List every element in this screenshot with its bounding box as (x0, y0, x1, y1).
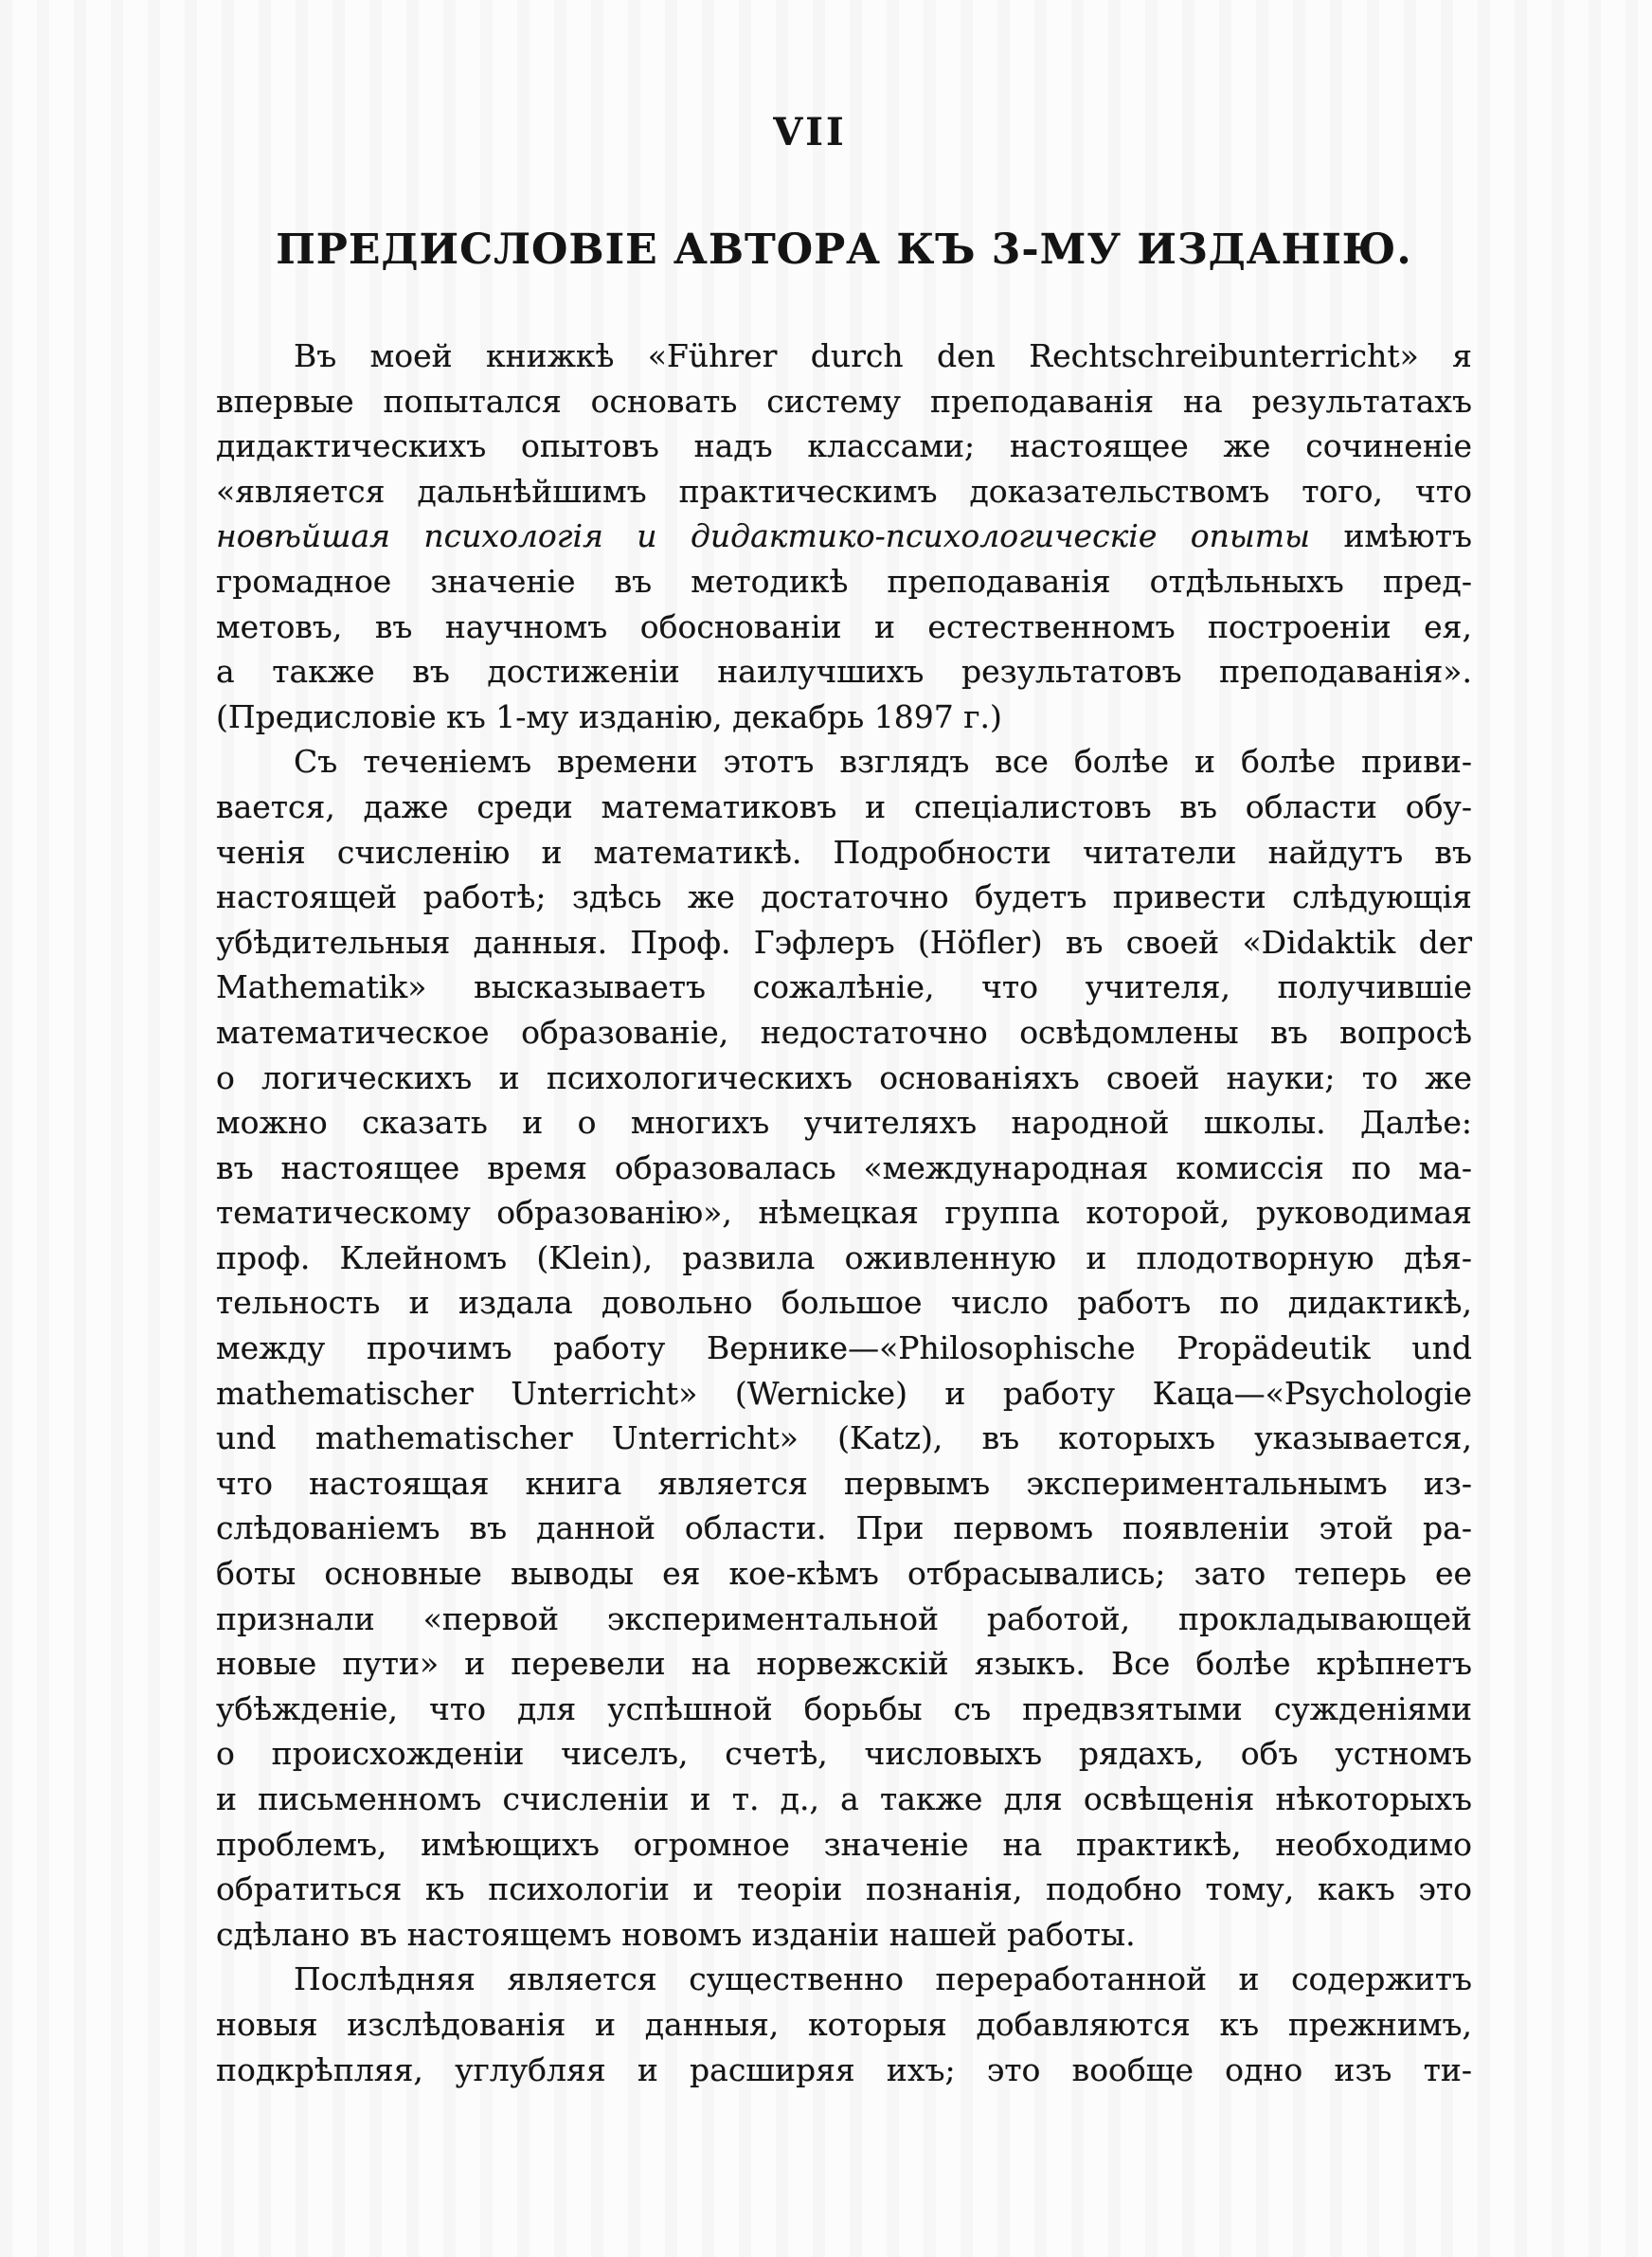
text-line (216, 605, 1472, 650)
text-line (216, 875, 1472, 920)
text-line (216, 695, 1472, 740)
text-line (216, 649, 1472, 695)
text-run: тематическому образованію», нѣмецкая группа которой, руководимая (216, 1194, 1472, 1232)
text-line (216, 1010, 1472, 1056)
text-run: Съ теченіемъ времени этотъ взглядъ все болѣе и болѣе приви- (294, 743, 1472, 781)
text-line (216, 1551, 1472, 1597)
text-run: Mathematik» высказываетъ сожалѣніе, что учителя, получившіе (216, 968, 1472, 1006)
text-line (216, 1641, 1472, 1687)
text-line (216, 1687, 1472, 1732)
page-number: VII (773, 110, 847, 154)
text-line (216, 1597, 1472, 1642)
paragraph (216, 1957, 1472, 2092)
text-line (216, 1326, 1472, 1371)
text-line (216, 514, 1472, 559)
text-run: убѣжденіе, что для успѣшной борьбы съ предвзятыми сужденіями (216, 1689, 1472, 1727)
text-run: дидактическихъ опытовъ надъ классами; настоящее же сочиненіе (216, 427, 1472, 465)
text-line (216, 1236, 1472, 1281)
text-run: а также въ достиженіи наилучшихъ результатовъ преподаванія». (216, 653, 1472, 691)
text-run: боты основные выводы ея кое-кѣмъ отбрасывались; зато теперь ее (216, 1555, 1472, 1593)
text-run: между прочимъ работу Вернике—«Philosophische Propädeutik und (216, 1329, 1472, 1367)
text-run: подкрѣпляя, углубляя и расширяя ихъ; это вообще одно изъ ти- (216, 2050, 1472, 2088)
text-run: слѣдованіемъ въ данной области. При первомъ появленіи этой ра- (216, 1509, 1472, 1547)
text-run: «является дальнѣйшимъ практическимъ доказательствомъ того, что (216, 472, 1472, 510)
text-run: математическое образованіе, недостаточно освѣдомлены въ вопросѣ (216, 1013, 1472, 1051)
text-line (216, 1190, 1472, 1236)
text-line (216, 1461, 1472, 1507)
paragraph (216, 739, 1472, 1957)
text-run: Послѣдняя является существенно переработанной и содержитъ (294, 1960, 1472, 1998)
text-line (216, 1506, 1472, 1551)
text-run: тельность и издала довольно большое число работъ по дидактикѣ, (216, 1284, 1472, 1322)
text-run: можно сказать и о многихъ учителяхъ народной школы. Далѣе: (216, 1104, 1472, 1142)
text-line (216, 1777, 1472, 1822)
text-run: въ настоящее время образовалась «международная комиссія по ма- (216, 1148, 1472, 1186)
text-run: обратиться къ психологіи и теоріи познанія, подобно тому, какъ это (216, 1870, 1472, 1908)
text-run: (Предисловіе къ 1-му изданію, декабрь 1897 г.) (216, 697, 1002, 735)
text-run: Въ моей книжкѣ «Führer durch den Rechtschreibunterricht» я (294, 337, 1472, 374)
text-line (216, 739, 1472, 785)
text-line (216, 559, 1472, 605)
text-run: о происхожденіи чиселъ, счетѣ, числовыхъ рядахъ, объ устномъ (216, 1735, 1472, 1773)
text-line (216, 785, 1472, 830)
text-run: впервые попытался основать систему преподаванія на результатахъ (216, 382, 1472, 420)
text-line (216, 1371, 1472, 1417)
text-run: что настоящая книга является первымъ экспериментальнымъ из- (216, 1464, 1472, 1502)
text-line (216, 2002, 1472, 2048)
text-run: новые пути» и перевели на норвежскій языкъ. Все болѣе крѣпнетъ (216, 1645, 1472, 1683)
text-line (216, 1912, 1472, 1958)
text-line (216, 379, 1472, 424)
text-line (216, 334, 1472, 379)
text-run: убѣдительныя данныя. Проф. Гэфлеръ (Höfler) въ своей «Didaktik der (216, 923, 1472, 961)
text-run: новыя изслѣдованія и данныя, которыя добавляются къ прежнимъ, (216, 2005, 1472, 2043)
emphasized-text-run: новѣйшая психологія и дидактико-психологическіе опыты (216, 517, 1310, 555)
text-line (216, 1867, 1472, 1912)
paragraph (216, 334, 1472, 739)
text-line (216, 1822, 1472, 1868)
text-run: сдѣлано въ настоящемъ новомъ изданіи нашей работы. (216, 1915, 1136, 1953)
text-run: о логическихъ и психологическихъ основаніяхъ своей науки; то же (216, 1058, 1472, 1096)
text-line (216, 1731, 1472, 1777)
text-line (216, 1100, 1472, 1146)
chapter-heading: ПРЕДИСЛОВІЕ АВТОРА КЪ 3-МУ ИЗДАНІЮ. (276, 226, 1412, 274)
body-text (216, 334, 1472, 2092)
text-line (216, 469, 1472, 515)
text-line (216, 965, 1472, 1010)
text-run: ченія счисленію и математикѣ. Подробности читатели найдутъ въ (216, 833, 1472, 871)
text-line (216, 1416, 1472, 1461)
text-line (216, 1146, 1472, 1191)
text-run: und mathematischer Unterricht» (Katz), въ которыхъ указывается, (216, 1419, 1472, 1457)
text-run: проблемъ, имѣющихъ огромное значеніе на практикѣ, необходимо (216, 1825, 1472, 1863)
text-line (216, 1957, 1472, 2002)
text-run: настоящей работѣ; здѣсь же достаточно будетъ привести слѣдующія (216, 878, 1472, 916)
text-run: mathematischer Unterricht» (Wernicke) и работу Каца—«Psychologie (216, 1374, 1472, 1412)
text-line (216, 830, 1472, 876)
text-run: вается, даже среди математиковъ и спеціалистовъ въ области обу- (216, 787, 1472, 825)
text-run: имѣютъ (1309, 517, 1472, 555)
text-line (216, 424, 1472, 469)
text-run: признали «первой экспериментальной работой, прокладывающей (216, 1599, 1472, 1637)
text-run: громадное значеніе въ методикѣ преподаванія отдѣльныхъ пред- (216, 562, 1472, 600)
text-run: проф. Клейномъ (Klein), развила оживленную и плодотворную дѣя- (216, 1238, 1472, 1276)
text-run: метовъ, въ научномъ обоснованіи и естественномъ построеніи ея, (216, 607, 1472, 645)
text-run: и письменномъ счисленіи и т. д., а также для освѣщенія нѣкоторыхъ (216, 1780, 1472, 1817)
text-line (216, 1056, 1472, 1101)
text-line (216, 1280, 1472, 1326)
text-line (216, 2048, 1472, 2093)
text-line (216, 920, 1472, 966)
